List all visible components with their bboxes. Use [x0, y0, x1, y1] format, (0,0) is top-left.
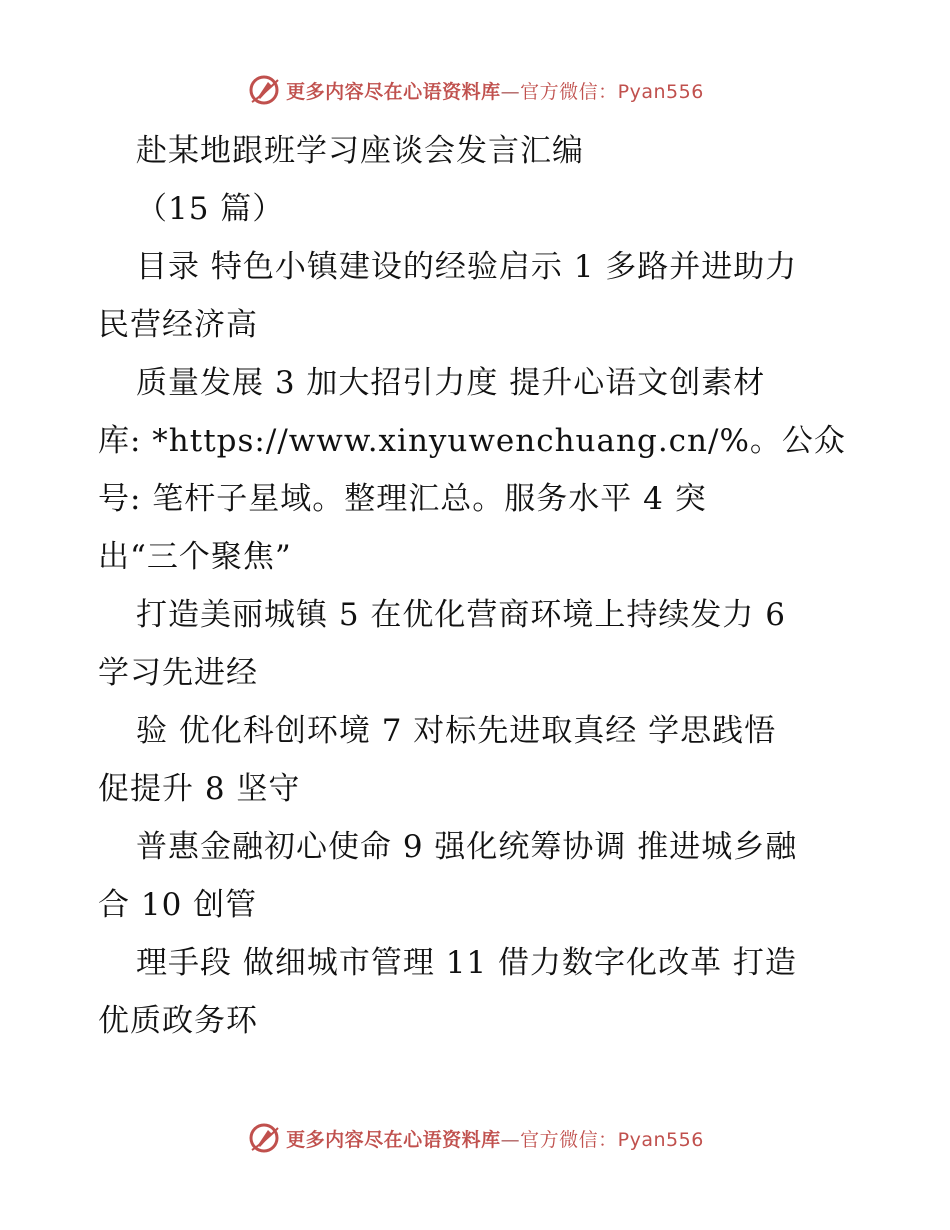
document-title: 赴某地跟班学习座谈会发言汇编 [136, 133, 584, 169]
text-line: 理手段 做细城市管理 11 借力数字化改革 打造 [136, 945, 797, 981]
text-line: 合 10 创管 [98, 887, 258, 923]
document-subtitle: （15 篇） [136, 191, 285, 227]
text-line: 促提升 8 坚守 [98, 771, 301, 807]
watermark-highlight: 更多内容尽在心语资料库 [286, 80, 501, 103]
footer-watermark [0, 1118, 950, 1158]
document-body [98, 122, 858, 1050]
header-watermark [0, 70, 950, 110]
text-line: 验 优化科创环境 7 对标先进取真经 学思践悟 [136, 713, 777, 749]
watermark-text [286, 1125, 704, 1152]
text-line: 目录 特色小镇建设的经验启示 1 多路并进助力 [136, 249, 798, 285]
text-line: 打造美丽城镇 5 在优化营商环境上持续发力 6 [136, 597, 787, 633]
watermark-highlight: 更多内容尽在心语资料库 [286, 1128, 501, 1151]
watermark-text [286, 77, 704, 104]
text-line: 库: *https://www.xinyuwenchuang.cn/%。公众 [98, 423, 846, 459]
text-line: 出“三个聚焦” [98, 539, 292, 575]
watermark-rest: 官方微信：Pyan556 [520, 1128, 704, 1151]
text-line: 学习先进经 [98, 655, 258, 691]
watermark-rest: 官方微信：Pyan556 [520, 80, 704, 103]
text-line: 民营经济高 [98, 307, 258, 343]
text-line: 优质政务环 [98, 1003, 258, 1039]
pen-nib-logo-icon [246, 1120, 282, 1156]
watermark-separator: — [500, 1128, 521, 1151]
text-line: 普惠金融初心使命 9 强化统筹协调 推进城乡融 [136, 829, 798, 865]
text-line: 质量发展 3 加大招引力度 提升心语文创素材 [136, 365, 766, 401]
watermark-separator: — [500, 80, 521, 103]
pen-nib-logo-icon [246, 72, 282, 108]
text-line: 号: 笔杆子星域。整理汇总。服务水平 4 突 [98, 481, 707, 517]
